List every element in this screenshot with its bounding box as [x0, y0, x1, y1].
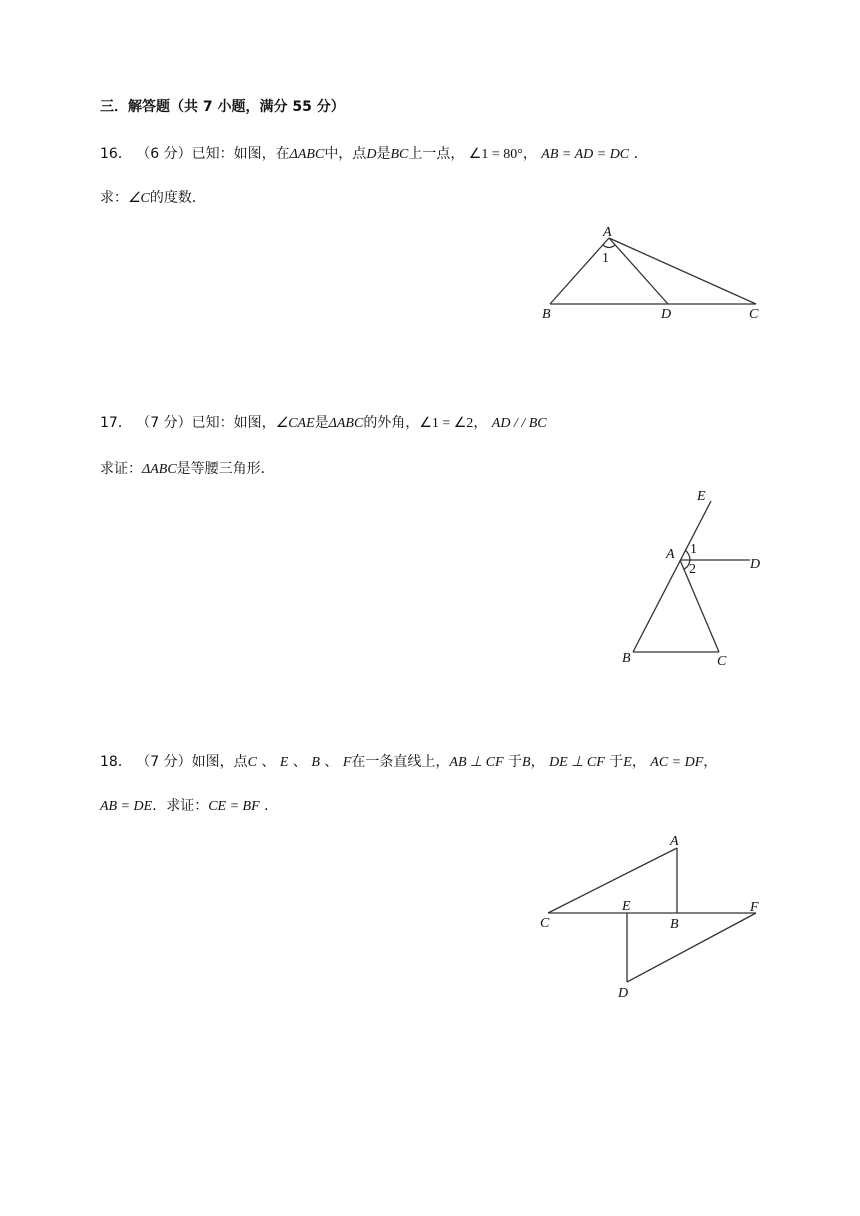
q18-label-c: C — [540, 916, 550, 931]
q16-end: ． — [633, 146, 648, 162]
q18-equation-1: AC = DF — [650, 755, 704, 770]
q17-angle-cae: ∠CAE — [275, 416, 315, 431]
q16-point-d: D — [366, 147, 377, 162]
q16-ask-math: ∠C — [128, 191, 150, 206]
q18-perp-1: AB ⊥ CF — [449, 755, 504, 770]
q17-label-b: B — [622, 651, 631, 666]
q17-label-d: D — [750, 557, 761, 572]
q18-number: 18． — [100, 754, 132, 770]
q18-yu-2: 于 — [609, 754, 624, 770]
q17-label-1: 1 — [690, 542, 697, 557]
q17-text-1: 已知：如图， — [191, 415, 276, 431]
q16-label-b: B — [542, 307, 551, 322]
q16-segment-bc: BC — [390, 147, 409, 162]
q18-equation-2: AB = DE — [100, 799, 153, 814]
q18-sep-3: ， — [703, 754, 718, 770]
q17-text-3: 的外角， — [363, 415, 420, 431]
q18-yu-1: 于 — [508, 754, 523, 770]
q16-text-3: 是 — [376, 146, 391, 162]
q17-prove-math: ΔABC — [142, 462, 177, 477]
q16-score: （6 分） — [136, 146, 192, 162]
q17-triangle: ΔABC — [328, 416, 364, 431]
q18-point-b: B — [311, 755, 320, 770]
q18-point-c: C — [247, 755, 257, 770]
q16-ask-prefix: 求： — [100, 190, 128, 206]
q18-text-1: 如图，点 — [191, 754, 248, 770]
q17-label-c: C — [717, 654, 727, 669]
q18-label-f: F — [750, 900, 759, 915]
q18-label-d: D — [618, 986, 629, 1001]
q18-equation-3: CE = BF — [208, 799, 260, 814]
q17-score: （7 分） — [136, 415, 192, 431]
q18-point-f: F — [342, 755, 352, 770]
q16-triangle: ΔABC — [289, 147, 325, 162]
q18-segment-df — [627, 913, 756, 982]
q18-dun-1: 、 — [261, 754, 276, 770]
q16-number: 16． — [100, 146, 132, 162]
section-title: 三．解答题（共 7 小题，满分 55 分） — [100, 99, 345, 115]
q18-label-b: B — [670, 917, 679, 932]
q16-ask-suffix: 的度数． — [149, 190, 206, 206]
q17-label-e: E — [697, 489, 706, 504]
q18-sep-1: ， — [530, 754, 545, 770]
q16-label-c: C — [749, 307, 759, 322]
q18-dun-3: 、 — [324, 754, 339, 770]
q18-score: （7 分） — [136, 754, 192, 770]
q18-label-e: E — [622, 899, 631, 914]
q18-text-2: 在一条直线上， — [351, 754, 450, 770]
q17-prove-prefix: 求证： — [100, 461, 142, 477]
q16-text-1: 已知：如图，在 — [191, 146, 290, 162]
q18-foot-e: E — [623, 755, 632, 770]
q18-dun-2: 、 — [292, 754, 307, 770]
q16-equation: AB = AD = DC — [541, 147, 630, 162]
q18-foot-b: B — [522, 755, 531, 770]
q16-label-d: D — [661, 307, 672, 322]
q17-sep: ， — [473, 415, 488, 431]
q16-angle: ∠1 = 80° — [468, 147, 523, 162]
q18-sep-2: ， — [631, 754, 646, 770]
q16-text-4: 上一点， — [408, 146, 465, 162]
q18-point-e: E — [279, 755, 289, 770]
q17-parallel: AD / / BC — [491, 416, 547, 431]
q18-text-3: ．求证： — [152, 798, 209, 814]
q18-perp-2: DE ⊥ CF — [549, 755, 605, 770]
q16-text-2: 中，点 — [324, 146, 367, 162]
q18-label-a: A — [670, 834, 679, 849]
q18-end: ． — [264, 798, 279, 814]
q17-angle-eq: ∠1 = ∠2 — [419, 416, 474, 431]
q17-prove-suffix: 是等腰三角形． — [176, 461, 275, 477]
q16-label-1: 1 — [602, 251, 609, 266]
q16-label-a: A — [603, 225, 612, 240]
q17-text-2: 是 — [314, 415, 329, 431]
q17-label-2: 2 — [689, 562, 696, 577]
q17-number: 17． — [100, 415, 132, 431]
q16-sep: ， — [522, 146, 537, 162]
q17-label-a: A — [666, 547, 675, 562]
q18-segment-ac — [548, 848, 677, 913]
